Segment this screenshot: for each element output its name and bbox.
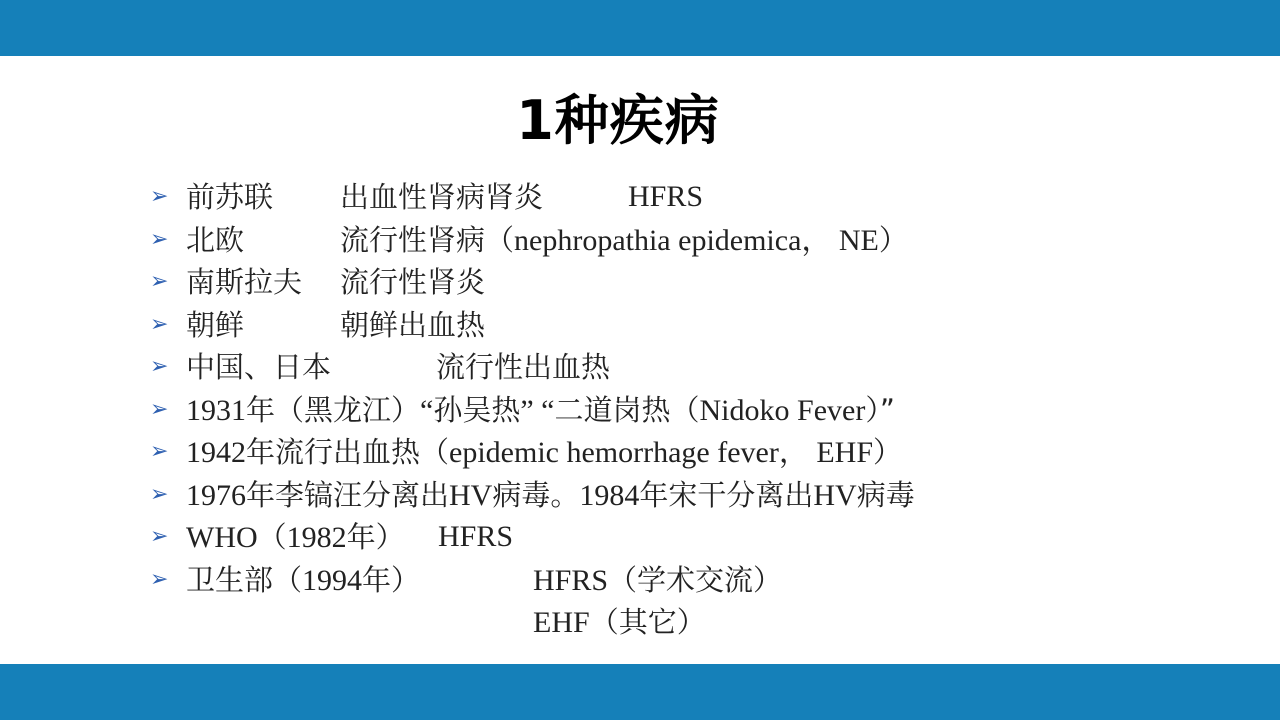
list-item bbox=[150, 431, 1250, 474]
list-item bbox=[150, 346, 1250, 389]
bullet-list bbox=[150, 176, 1250, 643]
text-cn: 病毒。 bbox=[492, 477, 580, 512]
text-cn: 二道岗热（ bbox=[554, 392, 700, 427]
year: 1976 bbox=[186, 478, 246, 512]
history-text bbox=[186, 516, 405, 560]
disease-abbr: EHF bbox=[533, 606, 590, 639]
text-latin: HV bbox=[449, 478, 493, 512]
list-item bbox=[150, 219, 1250, 262]
year: 1931 bbox=[186, 393, 246, 427]
bullet-arrow-icon: ➢ bbox=[150, 311, 169, 337]
disease-abbr: HFRS bbox=[533, 563, 609, 597]
year: 1994 bbox=[302, 563, 363, 597]
text-cn: 年） bbox=[362, 562, 421, 597]
text-cn: 年宋干分离出 bbox=[639, 477, 814, 512]
disease-name: 朝鲜出血热 bbox=[340, 307, 486, 342]
list-item bbox=[150, 389, 1250, 432]
bullet-arrow-icon: ➢ bbox=[150, 354, 169, 379]
list-item bbox=[150, 304, 1250, 347]
disease-cn: 流行性肾病（ bbox=[340, 222, 515, 257]
history-text bbox=[186, 474, 915, 518]
history-text bbox=[186, 559, 420, 603]
list-item bbox=[150, 176, 1250, 219]
disease-abbr: HFRS bbox=[438, 520, 514, 553]
text-latin: Nidoko Fever bbox=[699, 393, 866, 427]
region-label: 朝鲜 bbox=[186, 307, 245, 342]
disease-name bbox=[340, 219, 908, 263]
naming-usage bbox=[533, 601, 706, 645]
slide-title: 1种疾病 bbox=[516, 89, 720, 152]
bullet-arrow-icon: ➢ bbox=[150, 439, 169, 464]
history-text bbox=[186, 431, 902, 475]
disease-latin: nephropathia epidemica， NE bbox=[514, 223, 879, 257]
text-cn: 病毒 bbox=[856, 477, 915, 512]
bottom-banner bbox=[0, 664, 1280, 720]
bullet-arrow-icon: ➢ bbox=[150, 566, 169, 592]
bullet-arrow-icon: ➢ bbox=[150, 184, 169, 209]
bullet-arrow-icon: ➢ bbox=[150, 226, 169, 252]
list-item bbox=[150, 474, 1250, 517]
text-cn: 孙吴热 bbox=[433, 392, 521, 427]
quote-open: “ bbox=[420, 393, 434, 427]
paren-open: （ bbox=[257, 520, 287, 554]
year: 1984 bbox=[579, 478, 640, 512]
org-name: WHO bbox=[186, 521, 258, 554]
region-label: 中国、日本 bbox=[186, 350, 332, 384]
list-item-continuation bbox=[150, 601, 1250, 643]
quote-mark: ” “ bbox=[520, 393, 555, 427]
year: 1942 bbox=[186, 436, 246, 469]
list-item bbox=[150, 559, 1250, 602]
org-name: 卫生部（ bbox=[186, 562, 303, 597]
history-text bbox=[186, 389, 895, 433]
disease-name: 流行性出血热 bbox=[436, 350, 611, 384]
bullet-arrow-icon: ➢ bbox=[150, 396, 169, 422]
year: 1982 bbox=[286, 521, 347, 554]
text-latin: HV bbox=[813, 478, 857, 512]
disease-abbr: HFRS bbox=[628, 180, 704, 213]
top-banner bbox=[0, 0, 1280, 56]
bullet-arrow-icon: ➢ bbox=[150, 481, 169, 507]
text-cn: 年李镐汪分离出 bbox=[246, 477, 450, 512]
region-label: 北欧 bbox=[186, 222, 245, 257]
text-cn: 年（黑龙江） bbox=[246, 392, 421, 427]
bullet-arrow-icon: ➢ bbox=[150, 269, 169, 294]
usage-note: （学术交流） bbox=[608, 562, 783, 597]
list-item bbox=[150, 516, 1250, 559]
bullet-arrow-icon: ➢ bbox=[150, 524, 169, 549]
paren-close: ） bbox=[873, 435, 903, 469]
paren-close: ） bbox=[878, 222, 908, 257]
usage-note: （其它） bbox=[589, 605, 706, 639]
text-cn: ）” bbox=[865, 392, 895, 427]
disease-name: 流行性肾炎 bbox=[340, 265, 486, 299]
region-label: 南斯拉夫 bbox=[186, 265, 303, 299]
list-item bbox=[150, 261, 1250, 304]
text-cn: 年流行出血热（ bbox=[246, 435, 450, 469]
naming-usage bbox=[533, 559, 782, 603]
text-cn: 年） bbox=[346, 520, 405, 554]
disease-name: 出血性肾病肾炎 bbox=[340, 180, 544, 214]
region-label: 前苏联 bbox=[186, 180, 274, 214]
text-latin: epidemic hemorrhage fever， EHF bbox=[449, 436, 874, 469]
